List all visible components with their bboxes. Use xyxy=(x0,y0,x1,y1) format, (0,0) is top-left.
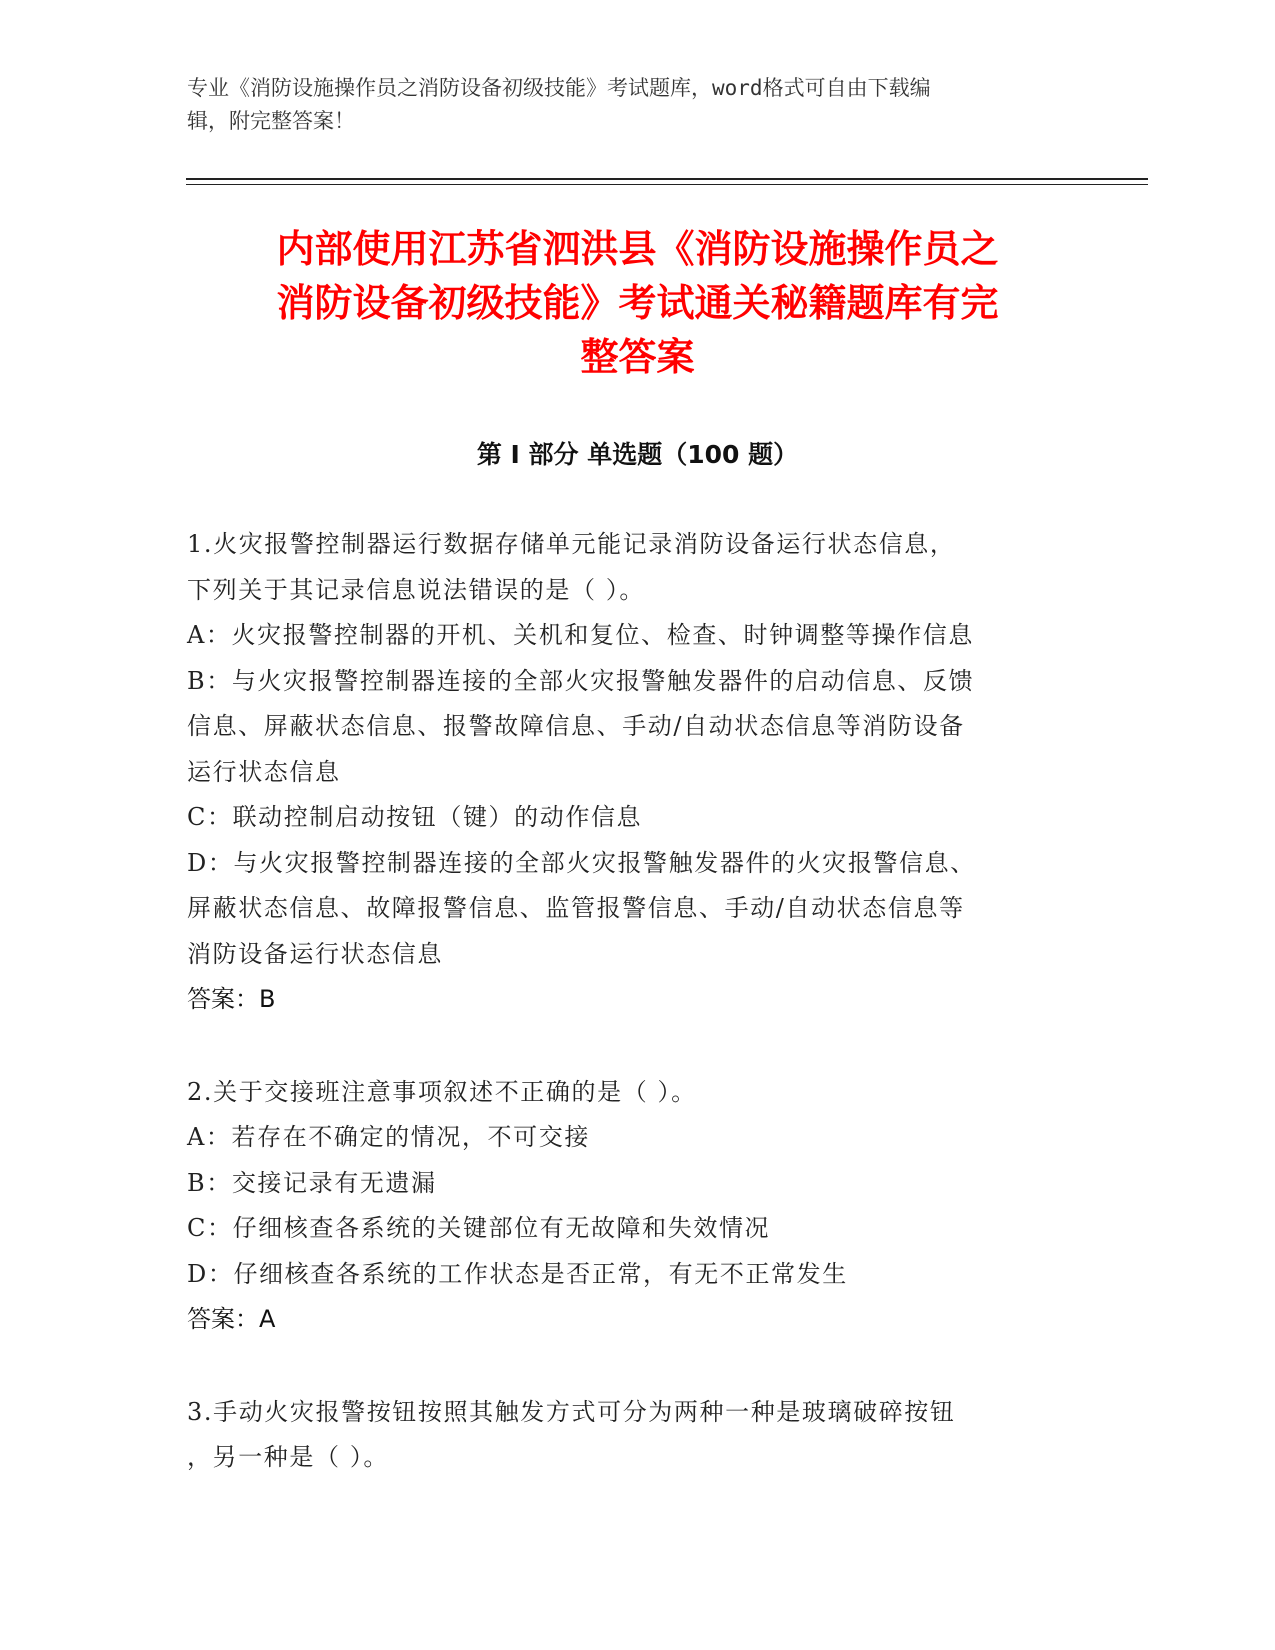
option-line: C：仔细核查各系统的关键部位有无故障和失效情况 xyxy=(187,1214,771,1242)
question-stem xyxy=(187,1390,1067,1481)
option-c xyxy=(187,795,1087,841)
header-rule-thick xyxy=(186,178,1148,180)
question-1 xyxy=(187,522,1087,1023)
document-title-line-1: 内部使用江苏省泗洪县《消防设施操作员之 xyxy=(276,227,999,271)
header-note-line-2: 辑，附完整答案！ xyxy=(187,109,355,133)
option-line: C：联动控制启动按钮（键）的动作信息 xyxy=(187,803,643,831)
option-line: A：若存在不确定的情况，不可交接 xyxy=(187,1123,590,1151)
document-title-line-3: 整答案 xyxy=(580,335,695,379)
header-note xyxy=(187,72,1067,138)
option-line: 屏蔽状态信息、故障报警信息、监管报警信息、手动/自动状态信息等 xyxy=(187,894,965,922)
option-line: D：仔细核查各系统的工作状态是否正常，有无不正常发生 xyxy=(187,1259,848,1288)
option-line: 消防设备运行状态信息 xyxy=(187,939,443,968)
question-stem-line: 2.关于交接班注意事项叙述不正确的是（ ）。 xyxy=(187,1077,697,1106)
header-rule-thin xyxy=(186,184,1148,185)
header-note-line-1: 专业《消防设施操作员之消防设备初级技能》考试题库，word格式可自由下载编 xyxy=(187,76,931,100)
option-d xyxy=(187,841,1087,978)
question-stem-line: 1.火灾报警控制器运行数据存储单元能记录消防设备运行状态信息， xyxy=(187,530,956,558)
document-title xyxy=(150,222,1125,384)
question-stem-line: 下列关于其记录信息说法错误的是（ ）。 xyxy=(187,575,646,604)
question-2 xyxy=(187,1070,1087,1343)
question-stem-line: ，另一种是（ ）。 xyxy=(187,1443,390,1471)
question-list xyxy=(187,522,1087,1481)
option-line: A：火灾报警控制器的开机、关机和复位、检查、时钟调整等操作信息 xyxy=(187,621,974,649)
option-b xyxy=(187,659,1087,796)
option-line: B：交接记录有无遗漏 xyxy=(187,1168,437,1197)
question-3 xyxy=(187,1390,1087,1481)
question-stem xyxy=(187,1070,1067,1116)
question-stem xyxy=(187,522,1067,613)
question-stem-line: 3.手动火灾报警按钮按照其触发方式可分为两种一种是玻璃破碎按钮 xyxy=(187,1397,956,1426)
answer: 答案：B xyxy=(187,985,276,1013)
option-line: B：与火灾报警控制器连接的全部火灾报警触发器件的启动信息、反馈 xyxy=(187,666,975,695)
section-title: 第 I 部分 单选题（100 题） xyxy=(476,440,799,469)
option-d xyxy=(187,1252,1087,1298)
option-b xyxy=(187,1161,1087,1207)
option-a xyxy=(187,613,1087,659)
option-line: 运行状态信息 xyxy=(187,757,341,786)
option-line: D：与火灾报警控制器连接的全部火灾报警触发器件的火灾报警信息、 xyxy=(187,848,976,877)
document-title-line-2: 消防设备初级技能》考试通关秘籍题库有完 xyxy=(276,281,999,325)
option-line: 信息、屏蔽状态信息、报警故障信息、手动/自动状态信息等消防设备 xyxy=(187,712,965,740)
option-a xyxy=(187,1115,1087,1161)
answer: 答案：A xyxy=(187,1305,276,1333)
option-c xyxy=(187,1206,1087,1252)
